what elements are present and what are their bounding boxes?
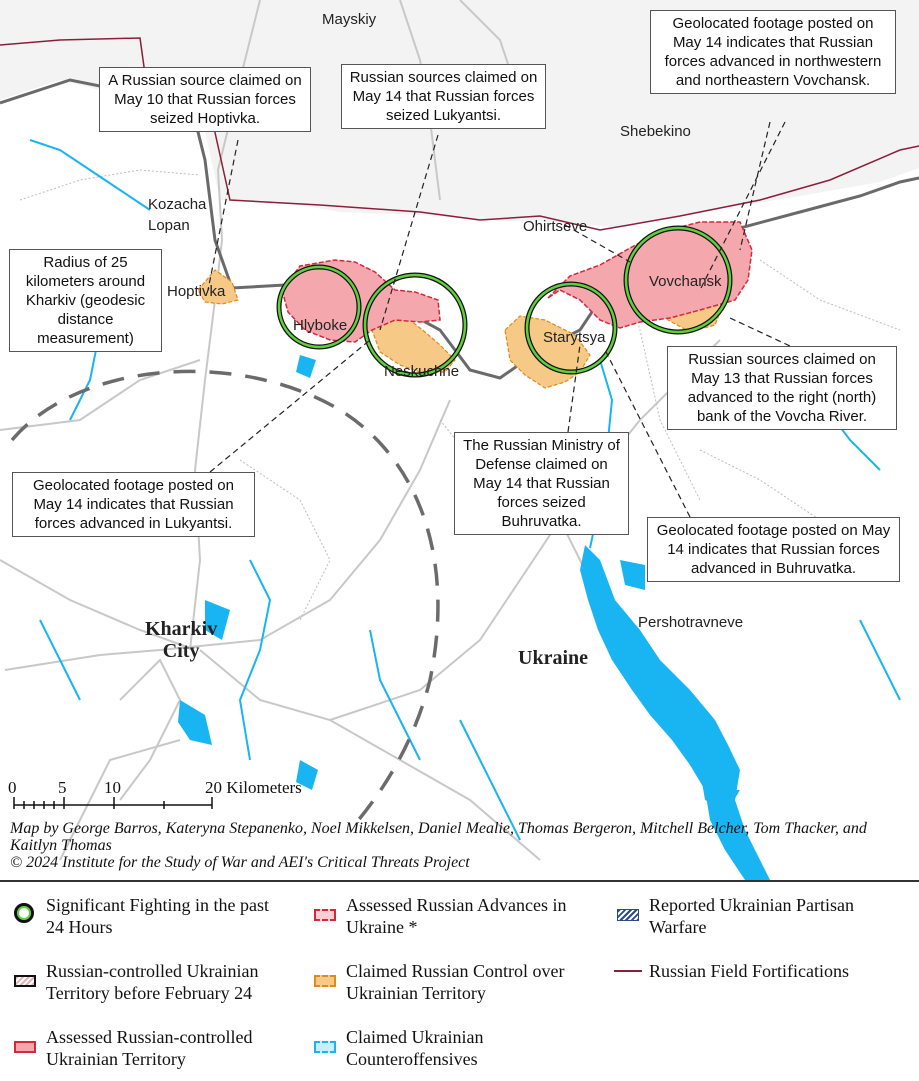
scale-tick-5: 5	[58, 778, 67, 797]
map-credit	[10, 820, 900, 871]
legend-fighting-icon	[14, 903, 34, 923]
legend-counteroffensives-swatch	[314, 1041, 336, 1053]
credit-copyright: © 2024 Institute for the Study of War and AEI's Critical Threats Project	[10, 854, 470, 871]
legend-pre-feb24-swatch	[14, 975, 36, 987]
place-label-hlyboke: Hlyboke	[293, 317, 348, 334]
place-label-mayskiy: Mayskiy	[322, 11, 377, 28]
legend	[0, 880, 919, 1081]
legend-assessed-control-label: Assessed Russian-controlled Ukrainian Territory	[46, 1027, 253, 1069]
legend-claimed-control-label: Claimed Russian Control over Ukrainian Territory	[346, 961, 565, 1003]
place-label-kozacha-lopan: Kozacha Lopan	[148, 196, 207, 234]
legend-assessed-control-swatch	[14, 1041, 36, 1053]
place-label-vovchansk: Vovchansk	[649, 273, 722, 290]
credit-authors: Map by George Barros, Kateryna Stepanenko, Noel Mikkelsen, Daniel Mealie, Thomas Bergeron, Mitchell Belcher, Tom Thacker, and Kaitlyn Thomas	[10, 820, 867, 854]
callout-hoptivka: A Russian source claimed on May 10 that Russian forces seized Hoptivka.	[99, 67, 311, 132]
place-label-ukraine: Ukraine	[518, 647, 588, 669]
callout-vovcha-river: Russian sources claimed on May 13 that Russian forces advanced to the right (north) bank of the Vovcha River.	[667, 346, 897, 430]
place-label-pershotravneve: Pershotravneve	[638, 614, 744, 631]
scale-tick-0: 0	[8, 778, 17, 797]
place-label-hoptivka: Hoptivka	[167, 283, 226, 300]
legend-fortifications-label: Russian Field Fortifications	[649, 961, 849, 981]
callout-lukyantsi-claim: Russian sources claimed on May 14 that Russian forces seized Lukyantsi.	[341, 64, 546, 129]
legend-pre-feb24-label: Russian-controlled Ukrainian Territory before February 24	[46, 961, 259, 1003]
callout-radius: Radius of 25 kilometers around Kharkiv (geodesic distance measurement)	[9, 249, 162, 352]
place-label-ohirtseve: Ohirtseve	[523, 218, 588, 235]
callout-lukyantsi-geolocated: Geolocated footage posted on May 14 indicates that Russian forces advanced in Lukyantsi.	[12, 472, 255, 537]
legend-assessed-advances-label: Assessed Russian Advances in Ukraine *	[346, 895, 567, 937]
scale-tick-20-km: 20 Kilometers	[205, 778, 302, 797]
place-label-starytsya: Starytsya	[543, 329, 606, 346]
legend-fortifications-line	[614, 970, 642, 972]
legend-partisan-swatch	[617, 909, 639, 921]
legend-claimed-control-swatch	[314, 975, 336, 987]
legend-partisan-label: Reported Ukrainian Partisan Warfare	[649, 895, 854, 937]
callout-vovchansk-geolocated: Geolocated footage posted on May 14 indicates that Russian forces advanced in northwestern and northeastern Vovchansk.	[650, 10, 896, 94]
scale-tick-10: 10	[104, 778, 121, 797]
callout-buhruvatka-geolocated: Geolocated footage posted on May 14 indicates that Russian forces advanced in Buhruvatka.	[647, 517, 900, 582]
place-label-shebekino: Shebekino	[620, 123, 691, 140]
place-label-kharkiv-city: Kharkiv City	[145, 618, 218, 662]
place-label-neskuchne: Neskuchne	[384, 363, 460, 380]
legend-fighting-label: Significant Fighting in the past 24 Hours	[46, 895, 269, 937]
callout-buhruvatka-mod: The Russian Ministry of Defense claimed on May 14 that Russian forces seized Buhruvatka.	[454, 432, 629, 535]
legend-assessed-advances-swatch	[314, 909, 336, 921]
legend-counteroffensives-label: Claimed Ukrainian Counteroffensives	[346, 1027, 484, 1069]
